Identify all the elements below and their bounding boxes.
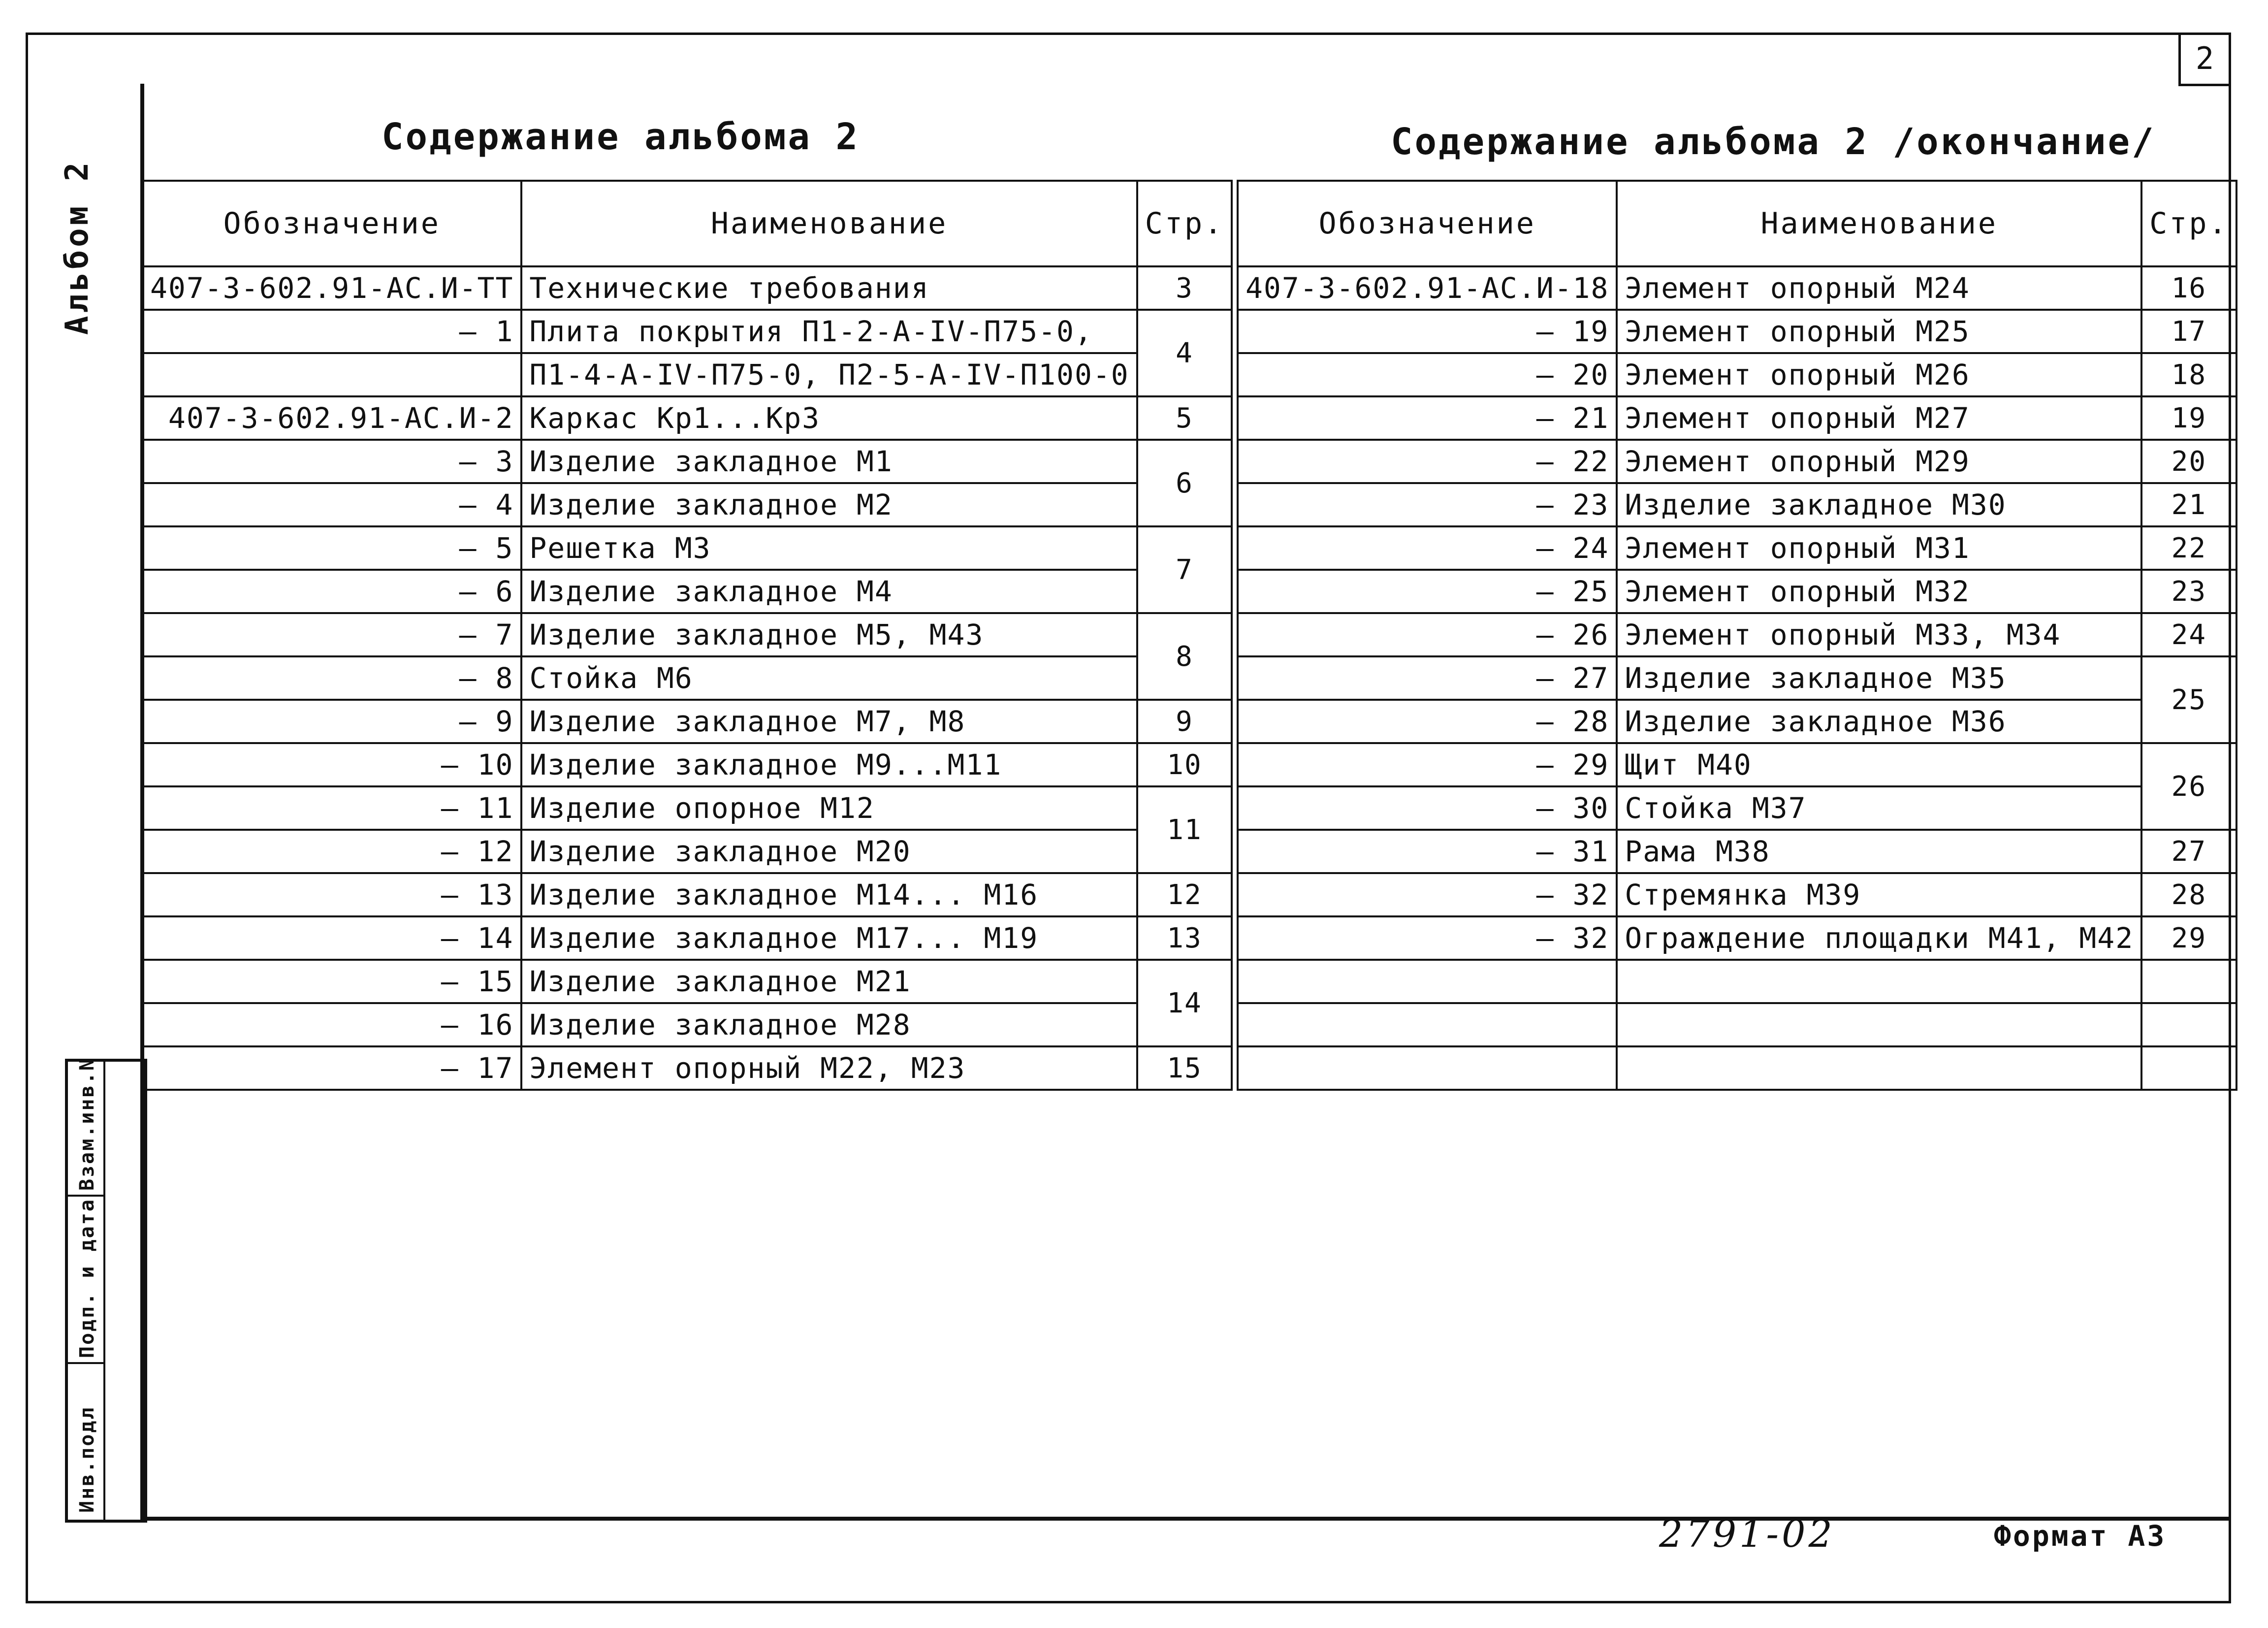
row-code: – 1 bbox=[142, 310, 521, 353]
approval-stamp bbox=[65, 1059, 147, 1523]
table-row bbox=[142, 570, 1232, 613]
row-code: – 7 bbox=[142, 613, 521, 656]
table-row bbox=[1238, 483, 2236, 526]
table-row bbox=[142, 353, 1232, 396]
row-code: – 32 bbox=[1238, 916, 1617, 960]
row-code: – 15 bbox=[142, 960, 521, 1003]
row-code: – 13 bbox=[142, 873, 521, 916]
row-code: – 17 bbox=[142, 1046, 521, 1090]
row-name: П1-4-А-IV-П75-0, П2-5-А-IV-П100-0 bbox=[521, 353, 1137, 396]
table-row bbox=[1238, 1046, 2236, 1090]
row-name: Элемент опорный М22, М23 bbox=[521, 1046, 1137, 1090]
row-code: 407-3-602.91-АС.И-2 bbox=[142, 396, 521, 440]
stamp-vzam-inv: Взам.инв.N bbox=[76, 1057, 98, 1191]
row-code: – 27 bbox=[1238, 656, 1617, 700]
row-name: Элемент опорный М26 bbox=[1617, 353, 2141, 396]
table-row bbox=[1238, 440, 2236, 483]
row-name: Изделие закладное М14... М16 bbox=[521, 873, 1137, 916]
header-code: Обозначение bbox=[142, 181, 521, 266]
row-page: 21 bbox=[2141, 483, 2236, 526]
table-row bbox=[1238, 960, 2236, 1003]
table-row bbox=[142, 613, 1232, 656]
row-page bbox=[2141, 1046, 2236, 1090]
row-name: Изделие закладное М1 bbox=[521, 440, 1137, 483]
row-name: Стремянка М39 bbox=[1617, 873, 2141, 916]
row-code: – 26 bbox=[1238, 613, 1617, 656]
row-name: Изделие закладное М30 bbox=[1617, 483, 2141, 526]
row-page: 14 bbox=[1137, 960, 1232, 1046]
row-code bbox=[1238, 1046, 1617, 1090]
row-name: Элемент опорный М24 bbox=[1617, 266, 2141, 310]
row-page bbox=[2141, 960, 2236, 1003]
row-code: – 24 bbox=[1238, 526, 1617, 570]
row-code: – 16 bbox=[142, 1003, 521, 1046]
table-row bbox=[1238, 743, 2236, 786]
row-name: Изделие закладное М35 bbox=[1617, 656, 2141, 700]
row-name: Элемент опорный М29 bbox=[1617, 440, 2141, 483]
row-code: – 6 bbox=[142, 570, 521, 613]
row-page: 28 bbox=[2141, 873, 2236, 916]
stamp-cell-vzam bbox=[68, 1057, 103, 1197]
header-name: Наименование bbox=[1617, 181, 2141, 266]
row-code: – 8 bbox=[142, 656, 521, 700]
stamp-cell-podp bbox=[68, 1195, 103, 1364]
table-row bbox=[1238, 830, 2236, 873]
row-name: Элемент опорный М27 bbox=[1617, 396, 2141, 440]
table-row bbox=[1238, 310, 2236, 353]
table-row bbox=[1238, 1003, 2236, 1046]
row-page: 4 bbox=[1137, 310, 1232, 396]
row-page: 11 bbox=[1137, 786, 1232, 873]
header-page: Стр. bbox=[1137, 181, 1232, 266]
row-code: – 23 bbox=[1238, 483, 1617, 526]
row-name: Щит М40 bbox=[1617, 743, 2141, 786]
contents-table-right bbox=[1237, 180, 2237, 1091]
row-code: – 28 bbox=[1238, 700, 1617, 743]
side-album-label: Альбом 2 bbox=[59, 159, 96, 335]
row-page: 27 bbox=[2141, 830, 2236, 873]
row-code: – 4 bbox=[142, 483, 521, 526]
row-name: Изделие закладное М28 bbox=[521, 1003, 1137, 1046]
row-name: Решетка М3 bbox=[521, 526, 1137, 570]
contents-table-left bbox=[141, 180, 1233, 1091]
row-code: 407-3-602.91-АС.И-ТТ bbox=[142, 266, 521, 310]
table-row bbox=[142, 310, 1232, 353]
table-row bbox=[142, 1003, 1232, 1046]
table-row bbox=[142, 873, 1232, 916]
row-page: 7 bbox=[1137, 526, 1232, 613]
row-code: – 19 bbox=[1238, 310, 1617, 353]
row-name: Плита покрытия П1-2-А-IV-П75-0, bbox=[521, 310, 1137, 353]
row-page: 19 bbox=[2141, 396, 2236, 440]
table-row bbox=[142, 266, 1232, 310]
stamp-cell-inv bbox=[68, 1362, 103, 1517]
row-page bbox=[2141, 1003, 2236, 1046]
table-row bbox=[142, 656, 1232, 700]
table-row bbox=[142, 743, 1232, 786]
row-code: – 30 bbox=[1238, 786, 1617, 830]
row-code: – 11 bbox=[142, 786, 521, 830]
row-name: Элемент опорный М25 bbox=[1617, 310, 2141, 353]
row-name: Элемент опорный М31 bbox=[1617, 526, 2141, 570]
row-page: 3 bbox=[1137, 266, 1232, 310]
row-page: 10 bbox=[1137, 743, 1232, 786]
row-name: Каркас Кр1...Кр3 bbox=[521, 396, 1137, 440]
row-code: – 32 bbox=[1238, 873, 1617, 916]
table-row bbox=[1238, 700, 2236, 743]
table-row bbox=[1238, 916, 2236, 960]
row-code: – 22 bbox=[1238, 440, 1617, 483]
row-page: 24 bbox=[2141, 613, 2236, 656]
row-name: Изделие опорное М12 bbox=[521, 786, 1137, 830]
table-row bbox=[1238, 570, 2236, 613]
row-code: – 25 bbox=[1238, 570, 1617, 613]
row-name: Рама М38 bbox=[1617, 830, 2141, 873]
header-name: Наименование bbox=[521, 181, 1137, 266]
row-page: 22 bbox=[2141, 526, 2236, 570]
table-row bbox=[1238, 266, 2236, 310]
row-page: 12 bbox=[1137, 873, 1232, 916]
row-code bbox=[1238, 1003, 1617, 1046]
table-row bbox=[1238, 353, 2236, 396]
row-code: – 12 bbox=[142, 830, 521, 873]
header-page: Стр. bbox=[2141, 181, 2236, 266]
row-code: – 20 bbox=[1238, 353, 1617, 396]
row-code: – 31 bbox=[1238, 830, 1617, 873]
table-row bbox=[142, 916, 1232, 960]
drawing-number: 2791-02 bbox=[1659, 1512, 1835, 1556]
row-page: 18 bbox=[2141, 353, 2236, 396]
row-name: Стойка М6 bbox=[521, 656, 1137, 700]
left-table-title: Содержание альбома 2 bbox=[382, 116, 860, 158]
row-page: 25 bbox=[2141, 656, 2236, 743]
table-row bbox=[142, 960, 1232, 1003]
sheet-number: 2 bbox=[2178, 33, 2229, 86]
row-name: Изделие закладное М7, М8 bbox=[521, 700, 1137, 743]
table-row bbox=[142, 396, 1232, 440]
table-row bbox=[1238, 526, 2236, 570]
row-name: Элемент опорный М32 bbox=[1617, 570, 2141, 613]
table-row bbox=[1238, 613, 2236, 656]
table-row bbox=[142, 700, 1232, 743]
row-code: 407-3-602.91-АС.И-18 bbox=[1238, 266, 1617, 310]
table-row bbox=[1238, 396, 2236, 440]
table-row bbox=[142, 830, 1232, 873]
row-name: Ограждение площадки М41, М42 bbox=[1617, 916, 2141, 960]
row-name bbox=[1617, 1046, 2141, 1090]
row-name: Изделие закладное М17... М19 bbox=[521, 916, 1137, 960]
stamp-inv-podl: Инв.подл bbox=[76, 1406, 98, 1513]
table-row bbox=[1238, 656, 2236, 700]
row-code bbox=[142, 353, 521, 396]
row-code: – 14 bbox=[142, 916, 521, 960]
row-page: 13 bbox=[1137, 916, 1232, 960]
header-code: Обозначение bbox=[1238, 181, 1617, 266]
row-name bbox=[1617, 960, 2141, 1003]
row-name: Изделие закладное М36 bbox=[1617, 700, 2141, 743]
row-name: Изделие закладное М9...М11 bbox=[521, 743, 1137, 786]
row-page: 16 bbox=[2141, 266, 2236, 310]
table-row bbox=[142, 440, 1232, 483]
row-code bbox=[1238, 960, 1617, 1003]
row-code: – 10 bbox=[142, 743, 521, 786]
right-table-title: Содержание альбома 2 /окончание/ bbox=[1391, 121, 2156, 163]
row-page: 9 bbox=[1137, 700, 1232, 743]
row-page: 8 bbox=[1137, 613, 1232, 700]
row-page: 17 bbox=[2141, 310, 2236, 353]
row-page: 23 bbox=[2141, 570, 2236, 613]
row-page: 5 bbox=[1137, 396, 1232, 440]
row-page: 29 bbox=[2141, 916, 2236, 960]
row-name: Изделие закладное М21 bbox=[521, 960, 1137, 1003]
row-name: Изделие закладное М2 bbox=[521, 483, 1137, 526]
row-code: – 21 bbox=[1238, 396, 1617, 440]
stamp-divider bbox=[103, 1062, 105, 1520]
format-label: Формат А3 bbox=[1994, 1519, 2167, 1553]
row-name bbox=[1617, 1003, 2141, 1046]
row-code: – 29 bbox=[1238, 743, 1617, 786]
row-name: Технические требования bbox=[521, 266, 1137, 310]
row-page: 15 bbox=[1137, 1046, 1232, 1090]
row-code: – 5 bbox=[142, 526, 521, 570]
table-row bbox=[142, 1046, 1232, 1090]
row-name: Элемент опорный М33, М34 bbox=[1617, 613, 2141, 656]
table-row bbox=[142, 526, 1232, 570]
row-page: 26 bbox=[2141, 743, 2236, 830]
row-name: Изделие закладное М4 bbox=[521, 570, 1137, 613]
table-row bbox=[1238, 786, 2236, 830]
row-name: Стойка М37 bbox=[1617, 786, 2141, 830]
row-code: – 9 bbox=[142, 700, 521, 743]
row-page: 6 bbox=[1137, 440, 1232, 526]
table-row bbox=[1238, 873, 2236, 916]
table-row bbox=[142, 483, 1232, 526]
row-page: 20 bbox=[2141, 440, 2236, 483]
table-row bbox=[142, 786, 1232, 830]
row-name: Изделие закладное М5, М43 bbox=[521, 613, 1137, 656]
row-name: Изделие закладное М20 bbox=[521, 830, 1137, 873]
stamp-podp-data: Подп. и дата bbox=[76, 1198, 98, 1358]
row-code: – 3 bbox=[142, 440, 521, 483]
